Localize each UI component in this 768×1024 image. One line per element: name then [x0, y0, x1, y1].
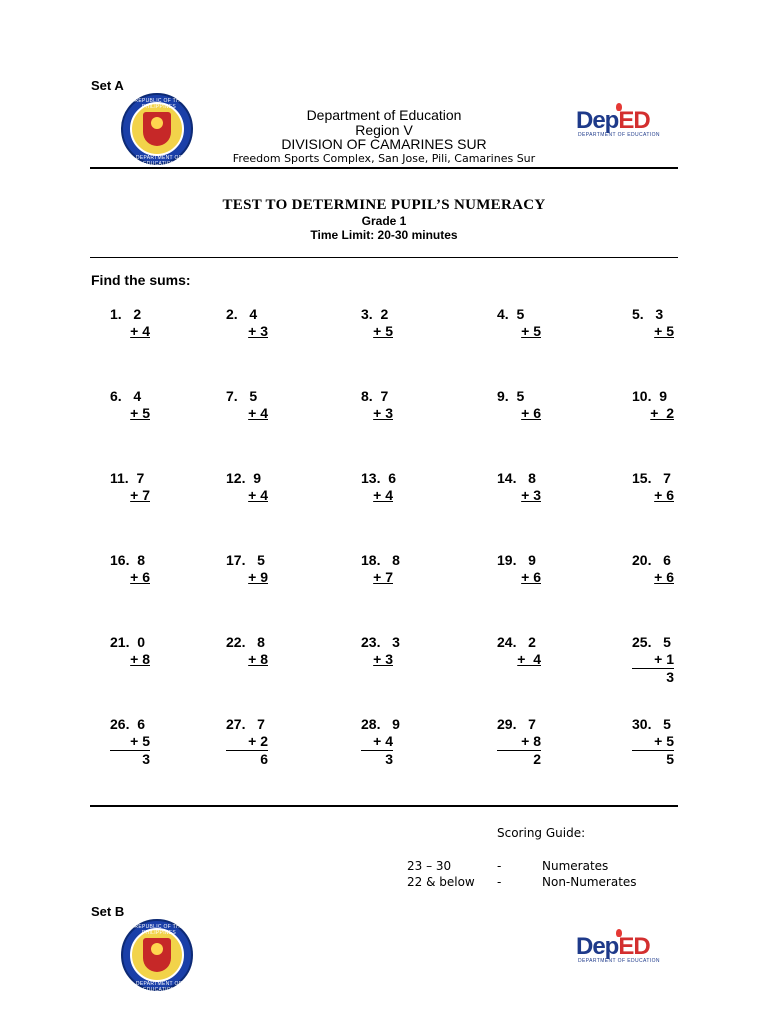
- set-b-label: Set B: [91, 904, 125, 919]
- test-time-limit: Time Limit: 20-30 minutes: [310, 228, 458, 242]
- problem-addend-2: + 5: [654, 733, 674, 749]
- problem-addend-1: 8. 7: [361, 388, 389, 404]
- test-title: TEST TO DETERMINE PUPIL’S NUMERACY: [222, 197, 546, 213]
- addition-problem: [361, 634, 400, 668]
- addition-problem: [226, 552, 268, 586]
- problem-answer-line: 5: [632, 750, 674, 768]
- problem-addend-2: + 3: [248, 323, 268, 339]
- problem-addend-1: 14. 8: [497, 470, 536, 486]
- addition-problem: [361, 388, 393, 422]
- addition-problem: [110, 716, 150, 768]
- problem-addend-2: + 4: [130, 323, 150, 339]
- addition-problem: [110, 388, 150, 422]
- seal-sun-icon: [151, 943, 163, 955]
- addition-problem: [632, 388, 674, 422]
- problem-addend-2: + 6: [521, 569, 541, 585]
- deped-tagline: DEPARTMENT OF EDUCATION: [578, 132, 660, 138]
- problem-addend-2: + 5: [130, 733, 150, 749]
- problem-addend-2: + 3: [373, 651, 393, 667]
- problem-addend-2: + 2: [650, 405, 674, 421]
- scoring-label: Numerates: [542, 859, 609, 873]
- problem-addend-2: + 8: [130, 651, 150, 667]
- problem-addend-1: 10. 9: [632, 388, 668, 404]
- scoring-dash: -: [497, 859, 502, 873]
- problem-addend-2: + 4: [248, 487, 268, 503]
- test-grade: Grade 1: [361, 214, 407, 228]
- problem-addend-1: 2. 4: [226, 306, 258, 322]
- addition-problem: [632, 470, 674, 504]
- problem-addend-2: + 6: [654, 569, 674, 585]
- addition-problem: [497, 716, 541, 768]
- addition-problem: [632, 552, 674, 586]
- addition-problem: [226, 634, 268, 668]
- scoring-guide-title: Scoring Guide:: [497, 826, 586, 840]
- problem-addend-1: 23. 3: [361, 634, 400, 650]
- scoring-dash: -: [497, 875, 502, 889]
- addition-problem: [497, 552, 541, 586]
- problem-addend-1: 24. 2: [497, 634, 536, 650]
- problem-addend-1: 1. 2: [110, 306, 142, 322]
- header-region: Region V: [355, 122, 413, 138]
- problem-addend-2: + 6: [130, 569, 150, 585]
- addition-problem: [226, 388, 268, 422]
- footer-divider: [90, 805, 678, 807]
- problem-addend-2: + 3: [521, 487, 541, 503]
- problem-addend-2: + 5: [373, 323, 393, 339]
- problem-addend-1: 18. 8: [361, 552, 400, 568]
- problem-addend-2: + 8: [521, 733, 541, 749]
- problem-addend-1: 21. 0: [110, 634, 146, 650]
- problem-addend-2: + 6: [521, 405, 541, 421]
- addition-problem: [497, 634, 541, 668]
- addition-problem: [226, 306, 268, 340]
- deped-seal-logo: [121, 919, 193, 991]
- deped-wordmark-logo: DepED DEPARTMENT OF EDUCATION: [576, 103, 672, 143]
- problem-answer-line: 3: [110, 750, 150, 768]
- addition-problem: [632, 716, 674, 768]
- problem-addend-2: + 4: [373, 487, 393, 503]
- addition-problem: [632, 306, 674, 340]
- problem-addend-1: 25. 5: [632, 634, 671, 650]
- addition-problem: [110, 306, 150, 340]
- problem-addend-2: + 4: [517, 651, 541, 667]
- addition-problem: [226, 470, 268, 504]
- problem-addend-1: 13. 6: [361, 470, 397, 486]
- problem-addend-1: 29. 7: [497, 716, 536, 732]
- problem-addend-2: + 4: [373, 733, 393, 749]
- addition-problem: [110, 634, 150, 668]
- seal-top-text: REPUBLIC OF THE PHILIPPINES: [134, 924, 184, 936]
- problem-addend-1: 17. 5: [226, 552, 265, 568]
- problem-addend-2: + 9: [248, 569, 268, 585]
- problem-addend-2: + 8: [248, 651, 268, 667]
- header-divider: [90, 167, 678, 169]
- problem-answer-line: 3: [361, 750, 393, 768]
- problem-addend-2: + 7: [130, 487, 150, 503]
- problem-addend-1: 6. 4: [110, 388, 142, 404]
- addition-problem: [361, 552, 400, 586]
- addition-problem: [361, 470, 397, 504]
- addition-problem: [632, 634, 674, 686]
- problem-answer-line: 6: [226, 750, 268, 768]
- seal-bottom-text: DEPARTMENT OF EDUCATION: [135, 155, 183, 167]
- scoring-range: 23 – 30: [407, 859, 452, 873]
- problem-addend-1: 27. 7: [226, 716, 265, 732]
- addition-problem: [497, 388, 541, 422]
- problem-addend-1: 22. 8: [226, 634, 265, 650]
- problem-addend-1: 30. 5: [632, 716, 671, 732]
- problem-addend-2: + 6: [654, 487, 674, 503]
- problem-addend-1: 5. 3: [632, 306, 664, 322]
- problem-addend-1: 20. 6: [632, 552, 671, 568]
- addition-problem: [497, 306, 541, 340]
- header-department: Department of Education: [306, 107, 462, 123]
- problem-addend-2: + 7: [373, 569, 393, 585]
- deped-tagline: DEPARTMENT OF EDUCATION: [578, 958, 660, 964]
- deped-wordmark-logo: DepED DEPARTMENT OF EDUCATION: [576, 929, 672, 969]
- header-division: DIVISION OF CAMARINES SUR: [281, 136, 487, 152]
- problem-addend-2: + 5: [521, 323, 541, 339]
- problem-addend-1: 11. 7: [110, 470, 145, 486]
- scoring-label: Non-Numerates: [542, 875, 637, 889]
- problem-addend-2: + 3: [373, 405, 393, 421]
- problem-addend-2: + 5: [130, 405, 150, 421]
- scoring-range: 22 & below: [407, 875, 475, 889]
- problem-addend-2: + 4: [248, 405, 268, 421]
- problem-addend-1: 15. 7: [632, 470, 671, 486]
- problem-addend-1: 28. 9: [361, 716, 400, 732]
- problem-addend-1: 12. 9: [226, 470, 262, 486]
- addition-problem: [110, 552, 150, 586]
- header-address: Freedom Sports Complex, San Jose, Pili, Camarines Sur: [232, 152, 536, 165]
- problem-addend-1: 3. 2: [361, 306, 389, 322]
- title-divider: [90, 257, 678, 258]
- problem-addend-2: + 5: [654, 323, 674, 339]
- addition-problem: [361, 306, 393, 340]
- problem-answer-line: 3: [632, 668, 674, 686]
- problem-addend-2: + 1: [654, 651, 674, 667]
- problem-answer-line: 2: [497, 750, 541, 768]
- seal-bottom-text: DEPARTMENT OF EDUCATION: [135, 981, 183, 993]
- problem-addend-1: 7. 5: [226, 388, 258, 404]
- problem-addend-1: 4. 5: [497, 306, 525, 322]
- problem-addend-1: 26. 6: [110, 716, 146, 732]
- addition-problem: [110, 470, 150, 504]
- problem-addend-1: 16. 8: [110, 552, 146, 568]
- addition-problem: [361, 716, 400, 768]
- addition-problem: [226, 716, 268, 768]
- set-a-label: Set A: [91, 78, 124, 93]
- instruction-text: Find the sums:: [91, 272, 191, 288]
- problem-addend-1: 9. 5: [497, 388, 525, 404]
- problem-addend-1: 19. 9: [497, 552, 536, 568]
- problem-addend-2: + 2: [248, 733, 268, 749]
- addition-problem: [497, 470, 541, 504]
- seal-top-text: REPUBLIC OF THE PHILIPPINES: [134, 98, 184, 110]
